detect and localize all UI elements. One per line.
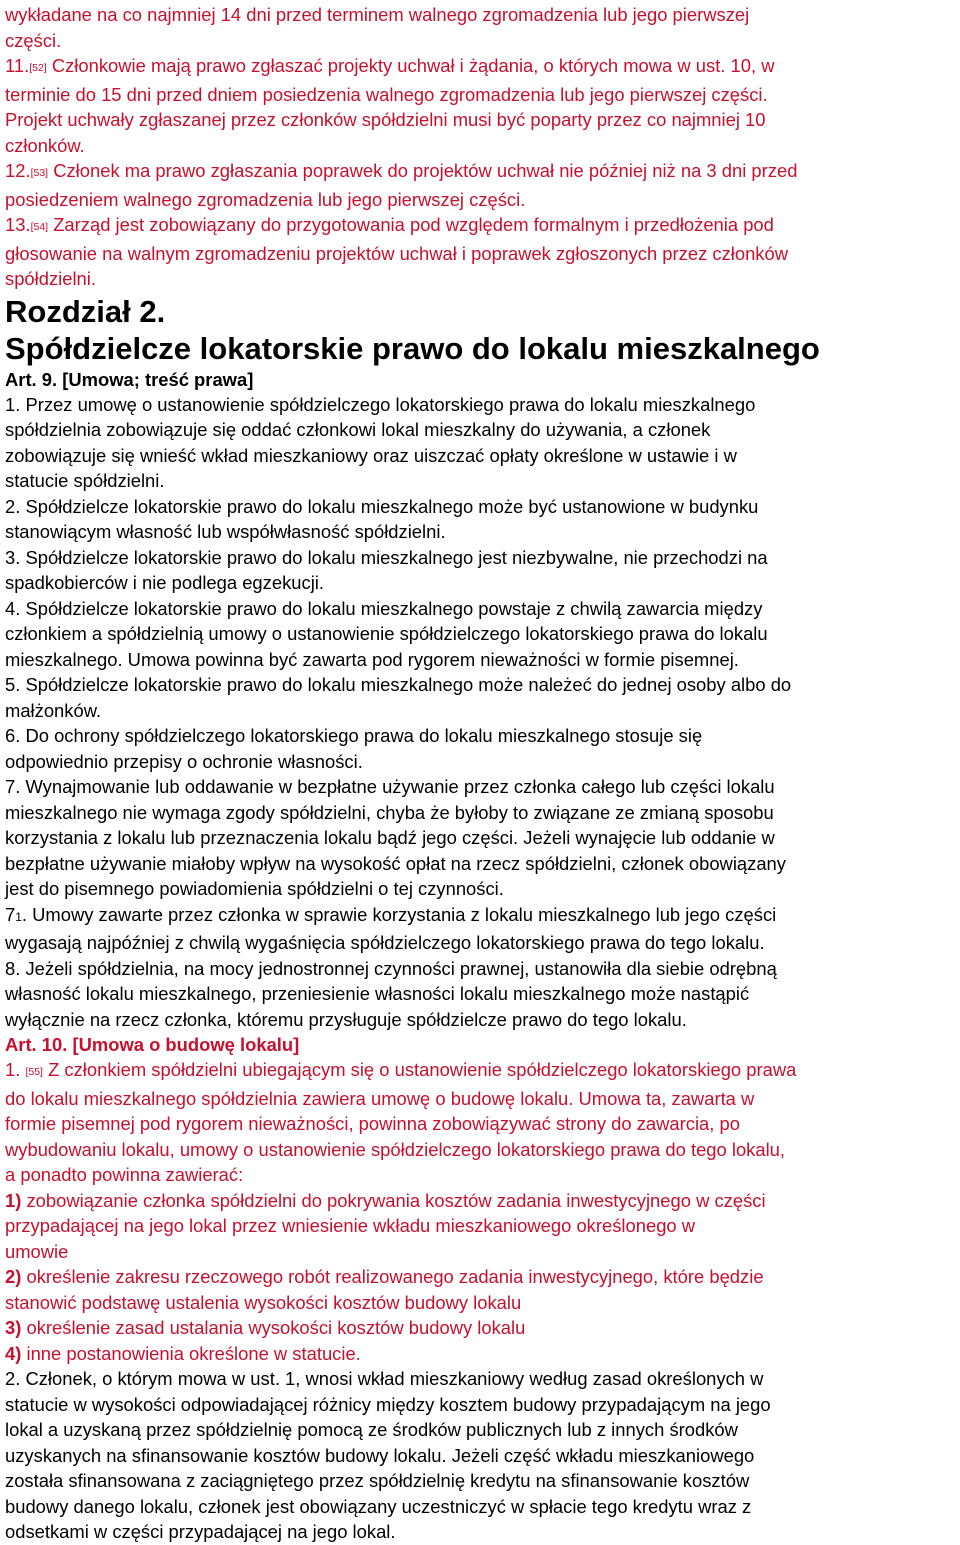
text-line: terminie do 15 dni przed dniem posiedzenia walnego zgromadzenia lub jego pierwszej części. bbox=[5, 83, 768, 105]
text-line: mieszkalnego nie wymaga zgody spółdzielni, chyba że byłoby to związane ze zmianą sposobu bbox=[5, 801, 774, 823]
text-line: spadkobierców i nie podlega egzekucji. bbox=[5, 572, 324, 593]
text-line: mieszkalnego. Umowa powinna być zawarta pod rygorem nieważności w formie pisemnej. bbox=[5, 648, 739, 670]
list-item bbox=[5, 1341, 954, 1367]
text-line: budowy danego lokalu, członek jest obowiązany uczestniczyć w spłacie tego kredytu wraz z bbox=[5, 1495, 752, 1517]
text-line: Projekt uchwały zgłaszanej przez członków spółdzielni musi być poparty przez co najmniej 10 bbox=[5, 109, 766, 130]
text-line: przypadającej na jego lokal przez wniesienie wkładu mieszkaniowego określonego w bbox=[5, 1215, 696, 1236]
text-line: 2. Spółdzielcze lokatorskie prawo do lokalu mieszkalnego może być ustanowione w budynku bbox=[5, 495, 759, 517]
list-item-text: określenie zasad ustalania wysokości kosztów budowy lokalu bbox=[26, 1317, 526, 1338]
paragraph-text: Z członkiem spółdzielni ubiegającym się o ustanowienie spółdzielczego lokatorskiego prawa bbox=[42, 1059, 797, 1080]
text-line: statucie w wysokości odpowiadającej różnicy między kosztem budowy przypadającym na jego bbox=[5, 1393, 771, 1415]
paragraph-text: Członkowie mają prawo zgłaszać projekty uchwał i żądania, o których mowa w ust. 10, w bbox=[46, 55, 775, 76]
text-line: 1. Przez umowę o ustanowienie spółdzielczego lokatorskiego prawa do lokalu mieszkalnego bbox=[5, 393, 756, 415]
paragraph-7-1 bbox=[5, 902, 954, 931]
list-item-text: określenie zakresu rzeczowego robót realizowanego zadania inwestycyjnego, które będzie bbox=[26, 1266, 764, 1287]
paragraph-number: 13. bbox=[5, 214, 31, 235]
paragraph-number: 7 bbox=[5, 903, 16, 925]
footnote-ref[interactable]: [54] bbox=[30, 221, 49, 233]
text-line: posiedzeniem walnego zgromadzenia lub jego pierwszej części. bbox=[5, 188, 526, 210]
article-9-body bbox=[5, 392, 954, 1033]
list-item-text: zobowiązanie członka spółdzielni do pokrywania kosztów zadania inwestycyjnego w części bbox=[26, 1189, 766, 1211]
list-item-number: 3) bbox=[5, 1317, 22, 1338]
paragraph-number: 11. bbox=[5, 55, 30, 76]
document-page bbox=[5, 2, 954, 1545]
text-line: 2. Członek, o którym mowa w ust. 1, wnosi wkład mieszkaniowy według zasad określonych w bbox=[5, 1368, 764, 1389]
text-line: 5. Spółdzielcze lokatorskie prawo do lokalu mieszkalnego może należeć do jednej osoby albo do bbox=[5, 674, 792, 695]
text-line: zobowiązuje się wnieść wkład mieszkaniowy oraz uiszczać opłaty określone w ustawie i w bbox=[5, 444, 737, 466]
paragraph-10-1 bbox=[5, 1057, 954, 1086]
list-item-text: inne postanowienia określone w statucie. bbox=[26, 1342, 361, 1364]
paragraph-13 bbox=[5, 212, 954, 241]
text-line: członkiem a spółdzielnią umowy o ustanowienie spółdzielczego lokatorskiego prawa do lokalu bbox=[5, 623, 768, 644]
text-line: do lokalu mieszkalnego spółdzielnia zawiera umowę o budowę lokalu. Umowa ta, zawarta w bbox=[5, 1087, 755, 1109]
text-line: 8. Jeżeli spółdzielnia, na mocy jednostronnej czynności prawnej, ustanowiła dla siebie odrębną bbox=[5, 957, 777, 979]
text-line: stanowiącym własność lub współwłasność spółdzielni. bbox=[5, 521, 446, 542]
text-line: 6. Do ochrony spółdzielczego lokatorskiego prawa do lokalu mieszkalnego stosuje się bbox=[5, 725, 703, 746]
paragraph-number: 12. bbox=[5, 160, 31, 181]
paragraph-11 bbox=[5, 53, 954, 82]
text-line: odsetkami w części przypadającej na jego lokal. bbox=[5, 1521, 396, 1542]
article-10-body bbox=[5, 1057, 954, 1545]
text-line: wybudowaniu lokalu, umowy o ustanowienie spółdzielczego lokatorskiego prawa do tego lokalu, bbox=[5, 1138, 786, 1160]
text-line: lokal a uzyskaną przez spółdzielnię pomocą ze środków publicznych lub z innych środków bbox=[5, 1419, 738, 1440]
list-item bbox=[5, 1264, 954, 1290]
text-line: wygasają najpóźniej z chwilą wygaśnięcia spółdzielczego lokatorskiego prawa do tego lokalu. bbox=[5, 932, 765, 953]
text-line: własność lokalu mieszkalnego, przeniesienie własności lokalu mieszkalnego może nastąpić bbox=[5, 983, 750, 1004]
text-line: wykładane na co najmniej 14 dni przed terminem walnego zgromadzenia lub jego pierwszej bbox=[5, 4, 750, 25]
text-line: bezpłatne używanie miałoby wpływ na wysokość opłat na rzecz spółdzielni, członek obowiązany bbox=[5, 852, 786, 874]
paragraph-number: 1. bbox=[5, 1059, 26, 1080]
list-item bbox=[5, 1315, 954, 1341]
text-line: uzyskanych na sfinansowanie kosztów budowy lokalu. Jeżeli część wkładu mieszkaniowego bbox=[5, 1444, 755, 1466]
text-line: umowie bbox=[5, 1240, 69, 1262]
paragraph-text: Członek ma prawo zgłaszania poprawek do projektów uchwał nie później niż na 3 dni przed bbox=[48, 160, 798, 181]
footnote-ref[interactable]: [52] bbox=[29, 62, 47, 74]
text-line: została sfinansowana z zaciągniętego przez spółdzielnię kredytu na sfinansowanie kosztów bbox=[5, 1470, 750, 1491]
list-item-number: 4) bbox=[5, 1342, 22, 1364]
text-line: spółdzielnia zobowiązuje się oddać członkowi lokal mieszkalny do używania, a członek bbox=[5, 419, 711, 440]
list-item bbox=[5, 1188, 954, 1214]
article-10-heading: Art. 10. [Umowa o budowę lokalu] bbox=[5, 1034, 300, 1055]
paragraph-text: Zarząd jest zobowiązany do przygotowania pod względem formalnym i przedłożenia pod bbox=[48, 214, 774, 235]
text-line: wyłącznie na rzecz członka, któremu przysługuje spółdzielcze prawo do tego lokalu. bbox=[5, 1008, 687, 1030]
list-item-number: 2) bbox=[5, 1266, 22, 1287]
text-line: małżonków. bbox=[5, 699, 102, 721]
text-line: członków. bbox=[5, 134, 85, 156]
footnote-ref[interactable]: [55] bbox=[25, 1066, 43, 1078]
chapter-number: Rozdział 2. bbox=[5, 293, 166, 329]
list-item-number: 1) bbox=[5, 1189, 22, 1211]
chapter-title: Spółdzielcze lokatorskie prawo do lokalu mieszkalnego bbox=[5, 330, 820, 366]
text-line: 4. Spółdzielcze lokatorskie prawo do lokalu mieszkalnego powstaje z chwilą zawarcia między bbox=[5, 597, 763, 619]
paragraph-12 bbox=[5, 158, 954, 187]
text-line: statucie spółdzielni. bbox=[5, 470, 165, 491]
article-9-heading: Art. 9. [Umowa; treść prawa] bbox=[5, 368, 254, 390]
text-line: 3. Spółdzielcze lokatorskie prawo do lokalu mieszkalnego jest niezbywalne, nie przechodzi na bbox=[5, 546, 768, 568]
text-line: korzystania z lokalu lub przeznaczenia lokalu bądź jego części. Jeżeli wynajęcie lub oddanie w bbox=[5, 827, 775, 848]
paragraph-text: . Umowy zawarte przez członka w sprawie korzystania z lokalu mieszkalnego lub jego części bbox=[21, 903, 777, 925]
text-line: głosowanie na walnym zgromadzeniu projektów uchwał i poprawek zgłoszonych przez członków bbox=[5, 242, 789, 264]
text-line: jest do pisemnego powiadomienia spółdzielni o tej czynności. bbox=[5, 878, 504, 899]
text-line: odpowiednio przepisy o ochronie własności. bbox=[5, 750, 363, 772]
text-line: 7. Wynajmowanie lub oddawanie w bezpłatne używanie przez członka całego lub części lokalu bbox=[5, 776, 775, 797]
text-line: części. bbox=[5, 29, 62, 51]
footnote-ref[interactable]: [53] bbox=[30, 167, 49, 179]
text-line: spółdzielni. bbox=[5, 268, 96, 289]
text-line: stanowić podstawę ustalenia wysokości kosztów budowy lokalu bbox=[5, 1291, 522, 1313]
text-line: a ponadto powinna zawierać: bbox=[5, 1164, 244, 1185]
paragraph-subscript: 1 bbox=[15, 909, 22, 924]
text-line: formie pisemnej pod rygorem nieważności, powinna zobowiązywać strony do zawarcia, po bbox=[5, 1113, 740, 1134]
